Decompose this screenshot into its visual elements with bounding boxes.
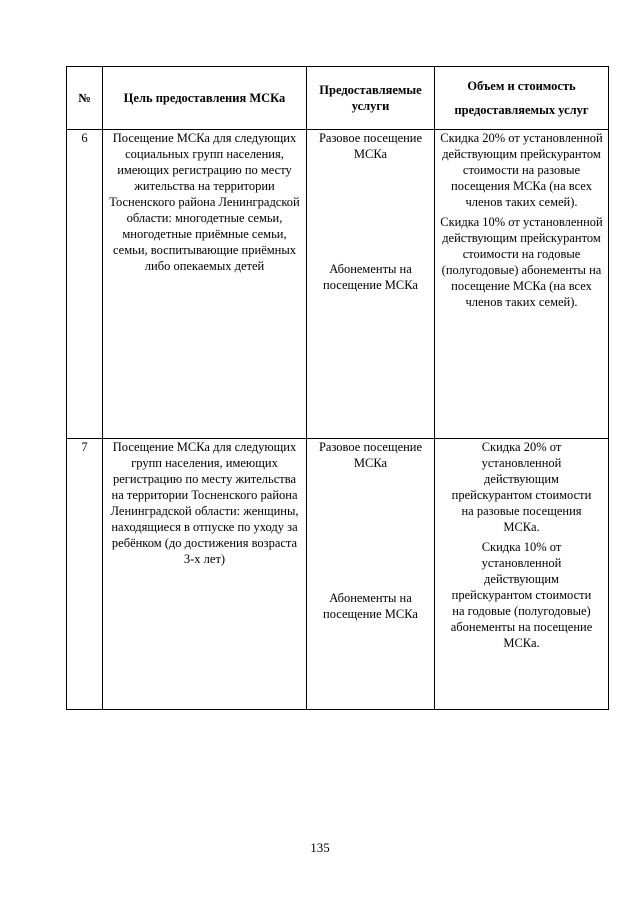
row-goal: Посещение МСКа для следующих социальных групп населения, имеющих регистрацию по месту жительства на территории Тосненского района Ленинградской области: многодетные семьи, многодетные приёмные семьи, семьи, воспитывающие приёмных либо опекаемых детей [103, 130, 307, 439]
table-row [67, 130, 609, 439]
row-number: 7 [67, 439, 103, 710]
cost-subscription: Скидка 10% от установленной действующим прейскурантом стоимости на годовые (полугодовые) абонементы на посещение МСКа. [450, 540, 593, 650]
service-single-visit: Разовое посещение МСКа [318, 131, 423, 161]
services-table [66, 66, 609, 710]
cost-single-visit: Скидка 20% от установленной действующим прейскурантом стоимости на разовые посещения МСКа. [451, 440, 592, 534]
table-header-row [67, 67, 609, 130]
service-subscription: Абонементы на посещение МСКа [323, 591, 418, 621]
header-cost-line1: Объем и стоимость [467, 79, 576, 93]
row-services [307, 130, 435, 439]
row-cost [435, 130, 609, 439]
header-cost-line2: предоставляемых услуг [454, 103, 589, 117]
header-num: № [67, 67, 103, 130]
cost-single-visit: Скидка 20% от установленной действующим прейскурантом стоимости на разовые посещения МСКа (на всех членов таких семей). [440, 131, 603, 209]
service-subscription: Абонементы на посещение МСКа [323, 262, 418, 292]
service-single-visit: Разовое посещение МСКа [318, 440, 423, 470]
row-services [307, 439, 435, 710]
table-row [67, 439, 609, 710]
cost-subscription: Скидка 10% от установленной действующим прейскурантом стоимости на годовые (полугодовые) абонементы на посещение МСКа (на всех членов таких семей). [440, 215, 603, 309]
row-goal: Посещение МСКа для следующих групп населения, имеющих регистрацию по месту жительства на территории Тосненского района Ленинградской области: женщины, находящиеся в отпуске по уходу за ребёнком (до достижения возраста 3-х лет) [103, 439, 307, 710]
row-cost [435, 439, 609, 710]
header-cost [435, 67, 609, 130]
page-number: 135 [310, 840, 330, 855]
header-services: Предоставляемые услуги [307, 67, 435, 130]
row-number: 6 [67, 130, 103, 439]
header-goal: Цель предоставления МСКа [103, 67, 307, 130]
